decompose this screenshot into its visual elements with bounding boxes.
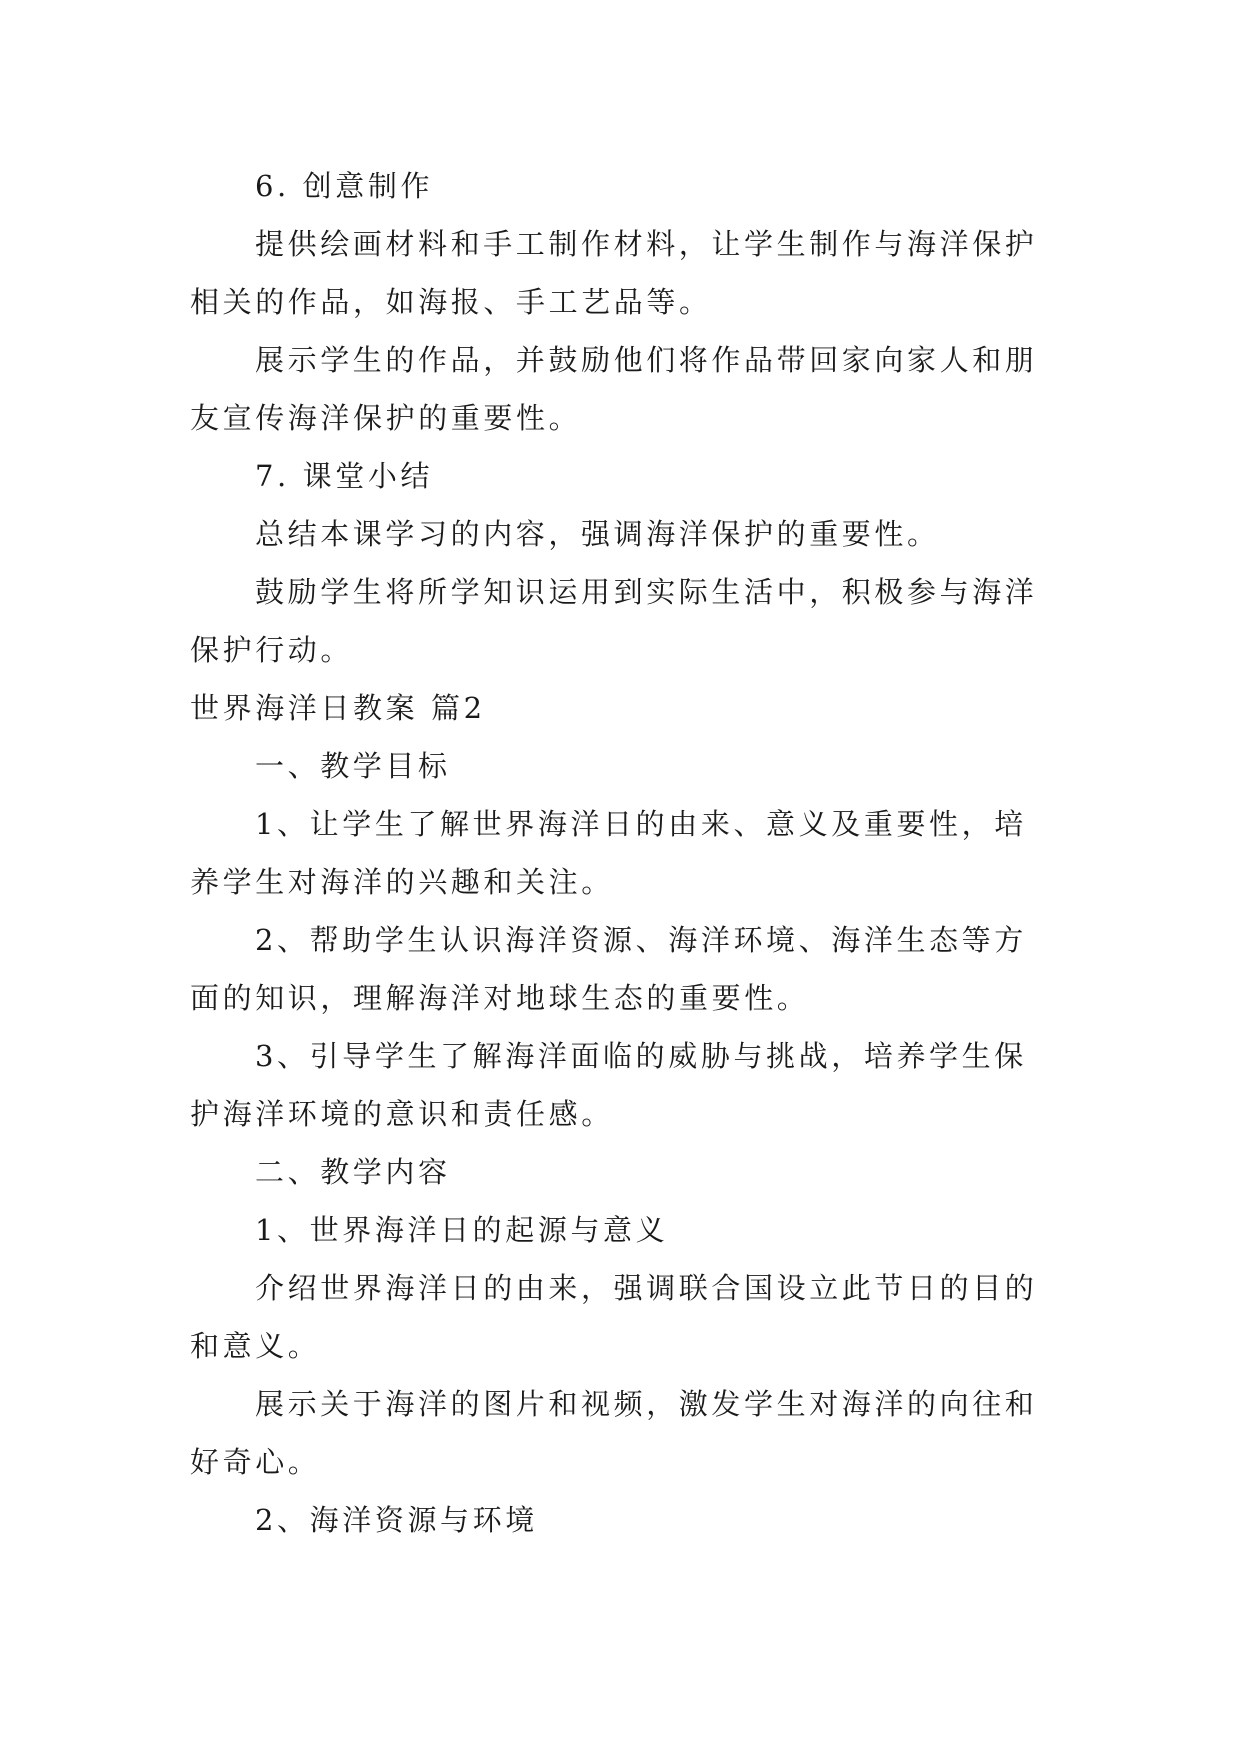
paragraph-line: 好奇心。 bbox=[190, 1445, 321, 1479]
paragraph-line: 护海洋环境的意识和责任感。 bbox=[190, 1097, 614, 1131]
subheading-resources: 2、海洋资源与环境 bbox=[255, 1503, 538, 1537]
paragraph-line: 提供绘画材料和手工制作材料，让学生制作与海洋保护 bbox=[255, 227, 1038, 261]
paragraph-line: 介绍世界海洋日的由来，强调联合国设立此节日的目的 bbox=[255, 1271, 1038, 1305]
paragraph-line: 保护行动。 bbox=[190, 633, 354, 667]
paragraph-line: 相关的作品，如海报、手工艺品等。 bbox=[190, 285, 712, 319]
paragraph-line: 面的知识，理解海洋对地球生态的重要性。 bbox=[190, 981, 810, 1015]
heading-teaching-goals: 一、教学目标 bbox=[255, 749, 451, 783]
heading-class-summary: 7. 课堂小结 bbox=[255, 459, 434, 493]
paragraph-line: 展示学生的作品，并鼓励他们将作品带回家向家人和朋 bbox=[255, 343, 1038, 377]
paragraph-line: 鼓励学生将所学知识运用到实际生活中，积极参与海洋 bbox=[255, 575, 1038, 609]
paragraph-line: 1、让学生了解世界海洋日的由来、意义及重要性，培 bbox=[255, 807, 1027, 841]
paragraph-line: 3、引导学生了解海洋面临的威胁与挑战，培养学生保 bbox=[255, 1039, 1027, 1073]
paragraph-line: 友宣传海洋保护的重要性。 bbox=[190, 401, 582, 435]
paragraph-line: 养学生对海洋的兴趣和关注。 bbox=[190, 865, 614, 899]
paragraph-line: 展示关于海洋的图片和视频，激发学生对海洋的向往和 bbox=[255, 1387, 1038, 1421]
heading-teaching-content: 二、教学内容 bbox=[255, 1155, 451, 1189]
paragraph-line: 总结本课学习的内容，强调海洋保护的重要性。 bbox=[255, 517, 940, 551]
subheading-origin: 1、世界海洋日的起源与意义 bbox=[255, 1213, 669, 1247]
paragraph-line: 2、帮助学生认识海洋资源、海洋环境、海洋生态等方 bbox=[255, 923, 1027, 957]
section-title: 世界海洋日教案 篇2 bbox=[190, 691, 486, 725]
paragraph-line: 和意义。 bbox=[190, 1329, 321, 1363]
heading-creative-making: 6. 创意制作 bbox=[255, 169, 434, 203]
